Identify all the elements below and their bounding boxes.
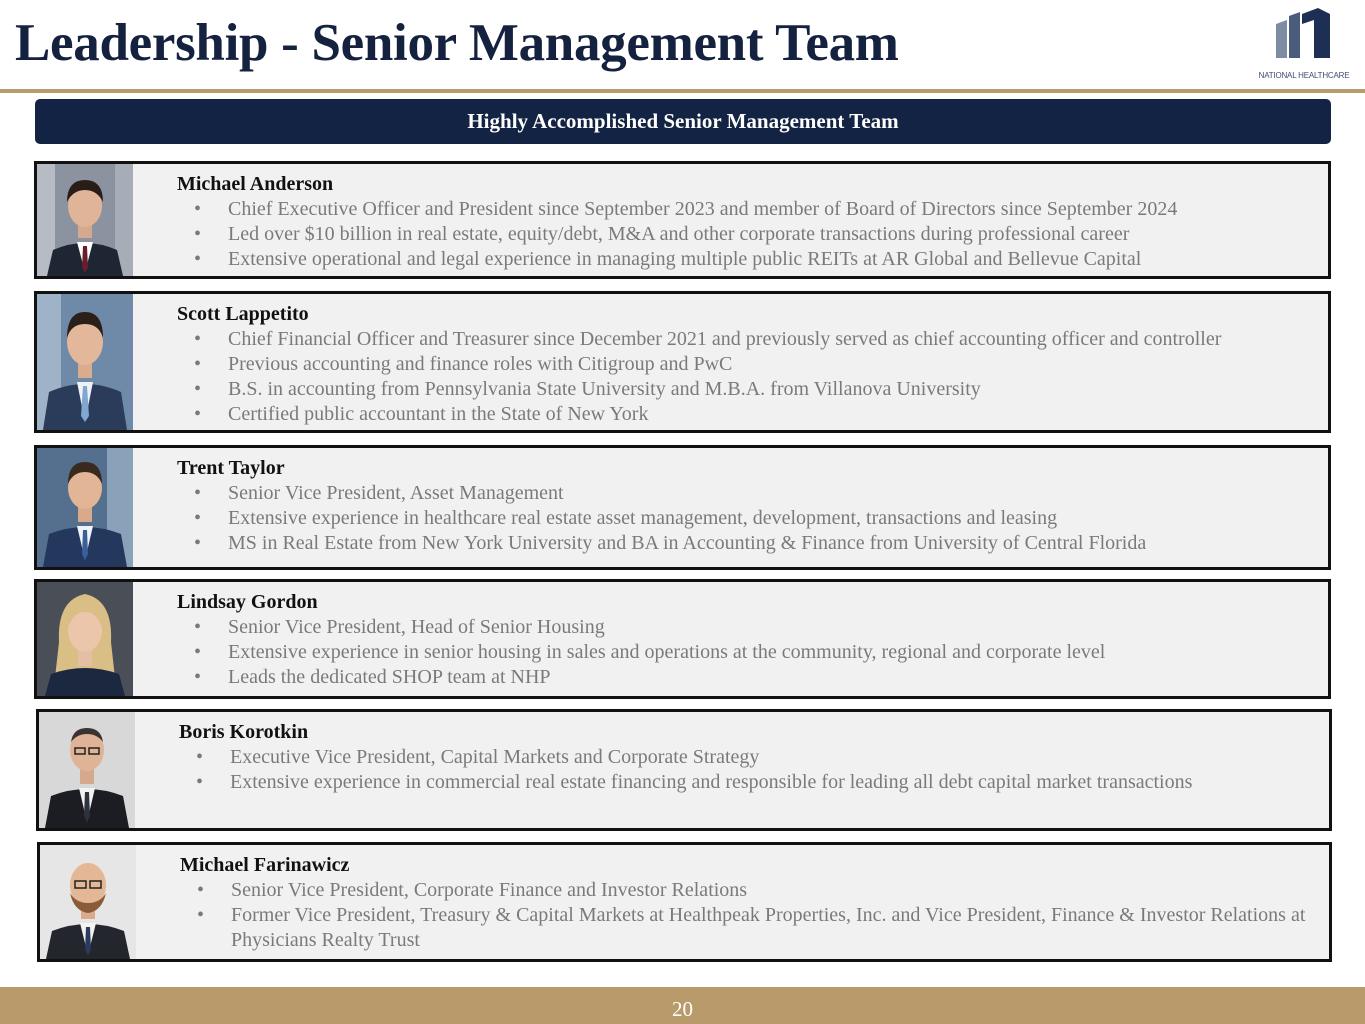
person-name: Michael Anderson <box>177 173 334 195</box>
bullet-item: • Extensive experience in commercial real estate financing and responsible for leading all debt capital market transactions <box>179 770 1309 795</box>
person-name: Scott Lappetito <box>177 303 309 325</box>
bullet-list <box>179 745 1309 795</box>
bullet-list <box>180 878 1309 953</box>
person-name: Trent Taylor <box>177 457 285 479</box>
footer-bar <box>0 987 1365 1024</box>
bullet-item: • Senior Vice President, Asset Management <box>177 481 1308 506</box>
person-details <box>180 853 1309 953</box>
person-card <box>37 842 1332 962</box>
bullet-item: • Certified public accountant in the State of New York <box>177 402 1308 427</box>
person-card <box>34 291 1331 433</box>
bullet-item: • Executive Vice President, Capital Markets and Corporate Strategy <box>179 745 1309 770</box>
headshot-photo <box>40 845 136 959</box>
person-details <box>179 720 1309 795</box>
headshot-photo <box>37 164 133 276</box>
bullet-item: • Chief Financial Officer and Treasurer since December 2021 and previously served as chief accounting officer and controller <box>177 327 1308 352</box>
logo-wordmark: NATIONAL HEALTHCARE <box>1258 71 1350 80</box>
person-silhouette-icon <box>37 582 133 696</box>
bullet-item: • Senior Vice President, Head of Senior Housing <box>177 615 1308 640</box>
person-name: Lindsay Gordon <box>177 591 318 613</box>
person-silhouette-icon <box>37 294 133 430</box>
bullet-item: • MS in Real Estate from New York University and BA in Accounting & Finance from University of Central Florida <box>177 531 1308 556</box>
person-silhouette-icon <box>39 712 135 828</box>
person-name: Michael Farinawicz <box>180 854 350 876</box>
person-silhouette-icon <box>40 845 136 959</box>
bullet-item: • Led over $10 billion in real estate, equity/debt, M&A and other corporate transactions during professional career <box>177 222 1308 247</box>
bullet-item: • Extensive operational and legal experience in managing multiple public REITs at AR Global and Bellevue Capital <box>177 247 1308 272</box>
page-number: 20 <box>672 997 693 1021</box>
bullet-item: • Extensive experience in healthcare real estate asset management, development, transactions and leasing <box>177 506 1308 531</box>
bullet-item: • Chief Executive Officer and President since September 2023 and member of Board of Directors since September 2024 <box>177 197 1308 222</box>
bullet-item: • Senior Vice President, Corporate Finance and Investor Relations <box>180 878 1309 903</box>
page-title: Leadership - Senior Management Team <box>15 14 899 72</box>
bullet-item: • B.S. in accounting from Pennsylvania State University and M.B.A. from Villanova University <box>177 377 1308 402</box>
bullet-item: • Leads the dedicated SHOP team at NHP <box>177 665 1308 690</box>
person-card <box>34 445 1331 570</box>
headshot-photo <box>37 582 133 696</box>
person-card <box>34 161 1331 279</box>
person-silhouette-icon <box>37 448 133 567</box>
person-silhouette-icon <box>37 164 133 276</box>
person-details <box>177 590 1308 690</box>
person-details <box>177 302 1308 427</box>
person-details <box>177 456 1308 556</box>
headshot-photo <box>37 294 133 430</box>
person-name: Boris Korotkin <box>179 721 309 743</box>
person-card <box>34 579 1331 699</box>
title-divider <box>0 89 1365 93</box>
headshot-photo <box>39 712 135 828</box>
bullet-item: • Previous accounting and finance roles with Citigroup and PwC <box>177 352 1308 377</box>
bullet-list <box>177 327 1308 427</box>
company-logo <box>1252 6 1356 86</box>
person-details <box>177 172 1308 272</box>
person-card <box>36 709 1332 831</box>
bullet-item: • Former Vice President, Treasury & Capital Markets at Healthpeak Properties, Inc. and Vice President, Finance & Investor Relations at Physicians Realty Trust <box>180 903 1309 953</box>
building-logo-icon <box>1252 6 1356 70</box>
bullet-list <box>177 615 1308 690</box>
bullet-item: • Extensive experience in senior housing in sales and operations at the community, regional and corporate level <box>177 640 1308 665</box>
bullet-list <box>177 481 1308 556</box>
section-banner: Highly Accomplished Senior Management Team <box>35 99 1331 144</box>
bullet-list <box>177 197 1308 272</box>
headshot-photo <box>37 448 133 567</box>
